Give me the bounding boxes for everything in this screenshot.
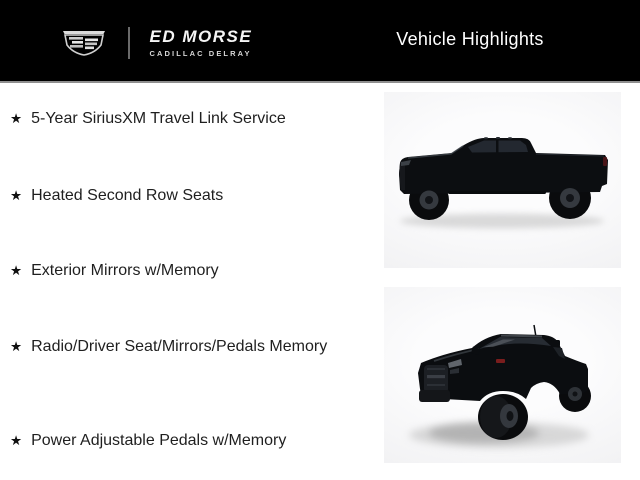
cadillac-crest-icon	[62, 29, 106, 57]
star-bullet-icon: ★	[10, 188, 23, 203]
dealer-logo-group	[62, 27, 252, 59]
truck-front-illustration	[384, 287, 621, 463]
page-title: Vehicle Highlights	[396, 29, 544, 49]
feature-item	[10, 184, 342, 208]
dealer-name-block	[150, 28, 253, 58]
feature-item	[10, 429, 342, 453]
star-bullet-icon: ★	[10, 339, 23, 354]
feature-item	[10, 107, 342, 131]
logo-divider	[128, 27, 130, 59]
header-bar	[0, 0, 640, 83]
dealer-subtitle: CADILLAC DELRAY	[149, 49, 252, 58]
dealer-name: ED MORSE	[149, 27, 253, 46]
star-bullet-icon: ★	[10, 433, 23, 448]
truck-side-illustration	[384, 92, 621, 268]
feature-item	[10, 335, 342, 359]
feature-label: 5-Year SiriusXM Travel Link Service	[31, 110, 286, 127]
vehicle-photo-side-profile	[384, 92, 621, 268]
star-bullet-icon: ★	[10, 263, 23, 278]
feature-label: Radio/Driver Seat/Mirrors/Pedals Memory	[31, 338, 328, 355]
star-bullet-icon: ★	[10, 111, 23, 126]
feature-label: Exterior Mirrors w/Memory	[31, 262, 219, 279]
feature-item	[10, 259, 342, 283]
feature-label: Heated Second Row Seats	[31, 187, 224, 204]
vehicle-photo-front-three-quarter	[384, 287, 621, 463]
feature-label: Power Adjustable Pedals w/Memory	[31, 432, 287, 449]
